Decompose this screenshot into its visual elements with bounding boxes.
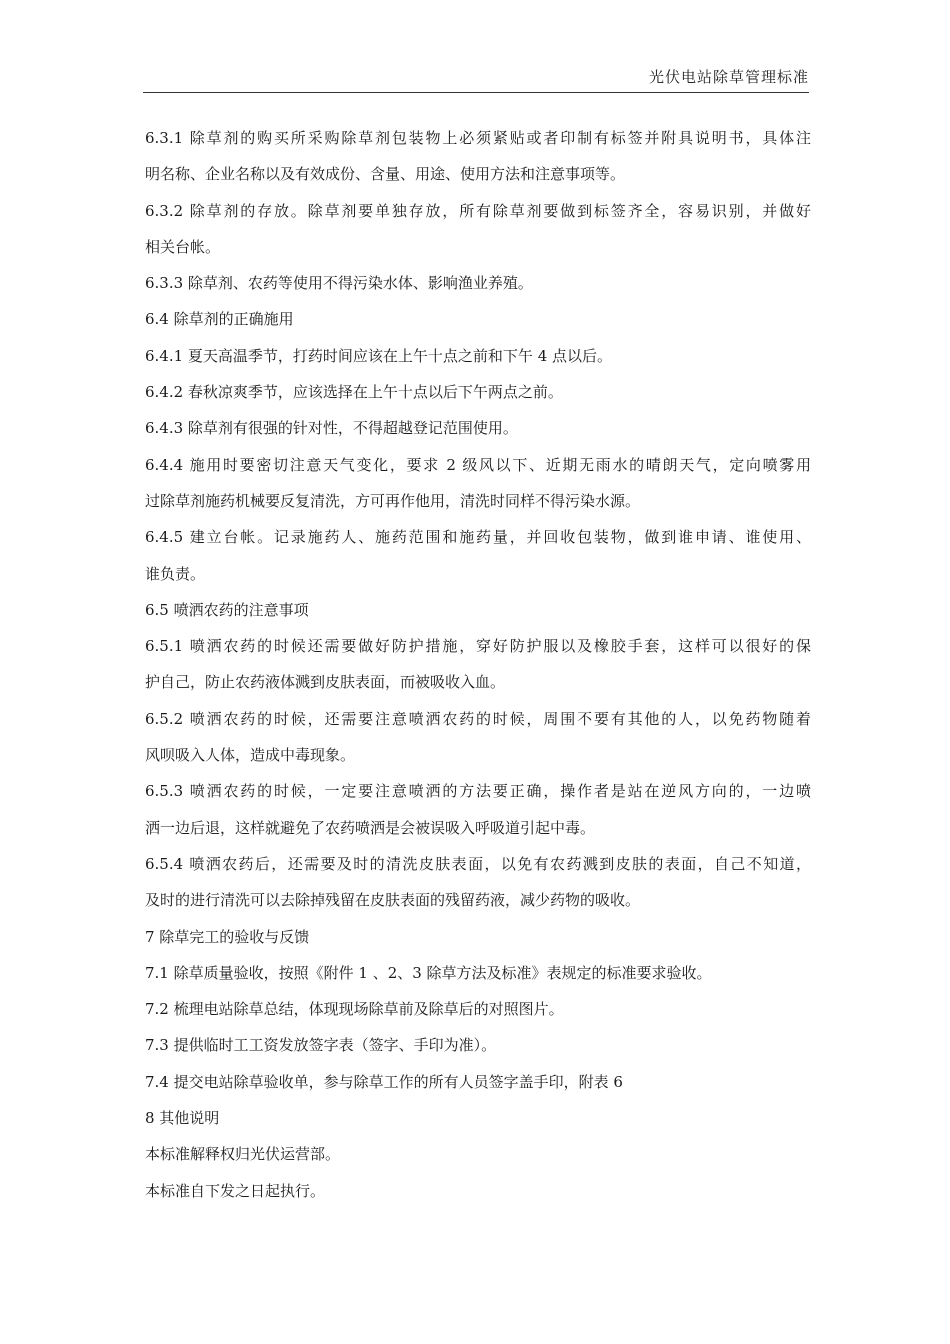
paragraph-line: 明名称、企业名称以及有效成份、含量、用途、使用方法和注意事项等。 xyxy=(145,165,626,184)
paragraph-line: 7.3 提供临时工工资发放签字表（签字、手印为准）。 xyxy=(145,1036,497,1055)
paragraph-line: 风呗吸入人体，造成中毒现象。 xyxy=(145,746,356,765)
paragraph-line: 6.5.4 喷洒农药后，还需要及时的清洗皮肤表面，以免有农药溅到皮肤的表面，自己不知道， xyxy=(145,854,811,873)
paragraph-line: 7.4 提交电站除草验收单，参与除草工作的所有人员签字盖手印，附表 6 xyxy=(145,1072,623,1091)
paragraph-line: 7.1 除草质量验收，按照《附件 1 、2、3 除草方法及标准》表规定的标准要求验收。 xyxy=(145,963,712,982)
paragraph-line: 7.2 梳理电站除草总结，体现现场除草前及除草后的对照图片。 xyxy=(145,1000,564,1019)
section-heading: 6.4 除草剂的正确施用 xyxy=(145,310,294,329)
section-heading: 6.5 喷洒农药的注意事项 xyxy=(145,600,309,619)
section-heading: 7 除草完工的验收与反馈 xyxy=(145,927,310,946)
paragraph-line: 谁负责。 xyxy=(145,564,206,583)
paragraph-line: 及时的进行清洗可以去除掉残留在皮肤表面的残留药液，减少药物的吸收。 xyxy=(145,891,641,910)
paragraph-line: 6.4.2 春秋凉爽季节，应该选择在上午十点以后下午两点之前。 xyxy=(145,383,563,402)
paragraph-line: 6.4.5 建立台帐。记录施药人、施药范围和施药量，并回收包装物，做到谁申请、谁使用、 xyxy=(145,528,811,547)
paragraph-line: 过除草剂施药机械要反复清洗，方可再作他用，清洗时同样不得污染水源。 xyxy=(145,491,641,510)
paragraph-line: 6.3.1 除草剂的购买所采购除草剂包装物上必须紧贴或者印制有标签并附具说明书，具体注 xyxy=(145,129,811,147)
paragraph-line: 6.3.2 除草剂的存放。除草剂要单独存放，所有除草剂要做到标签齐全，容易识别，并做好 xyxy=(145,201,811,220)
header-title: 光伏电站除草管理标准 xyxy=(648,68,809,86)
section-heading: 8 其他说明 xyxy=(145,1109,220,1128)
document-body xyxy=(145,120,811,1209)
paragraph-line: 6.4.1 夏天高温季节，打药时间应该在上午十点之前和下午 4 点以后。 xyxy=(145,346,613,365)
page-header xyxy=(143,62,809,93)
paragraph-line: 6.4.3 除草剂有很强的针对性，不得超越登记范围使用。 xyxy=(145,419,518,438)
paragraph-line: 6.5.3 喷洒农药的时候，一定要注意喷洒的方法要正确，操作者是站在逆风方向的，一边喷 xyxy=(145,782,811,801)
paragraph-line: 本标准自下发之日起执行。 xyxy=(145,1181,326,1200)
paragraph-line: 本标准解释权归光伏运营部。 xyxy=(145,1145,341,1164)
paragraph-line: 6.5.1 喷洒农药的时候还需要做好防护措施，穿好防护服以及橡胶手套，这样可以很好的保 xyxy=(145,637,811,656)
paragraph-line: 6.4.4 施用时要密切注意天气变化，要求 2 级风以下、近期无雨水的晴朗天气，定向喷雾用 xyxy=(145,455,811,474)
paragraph-line: 6.3.3 除草剂、农药等使用不得污染水体、影响渔业养殖。 xyxy=(145,274,533,293)
paragraph-line: 6.5.2 喷洒农药的时候，还需要注意喷洒农药的时候，周围不要有其他的人，以免药物随着 xyxy=(145,709,811,728)
paragraph-line: 护自己，防止农药液体溅到皮肤表面，而被吸收入血。 xyxy=(145,673,506,692)
paragraph-line: 洒一边后退，这样就避免了农药喷洒是会被误吸入呼吸道引起中毒。 xyxy=(145,818,596,837)
paragraph-line: 相关台帐。 xyxy=(145,237,221,256)
